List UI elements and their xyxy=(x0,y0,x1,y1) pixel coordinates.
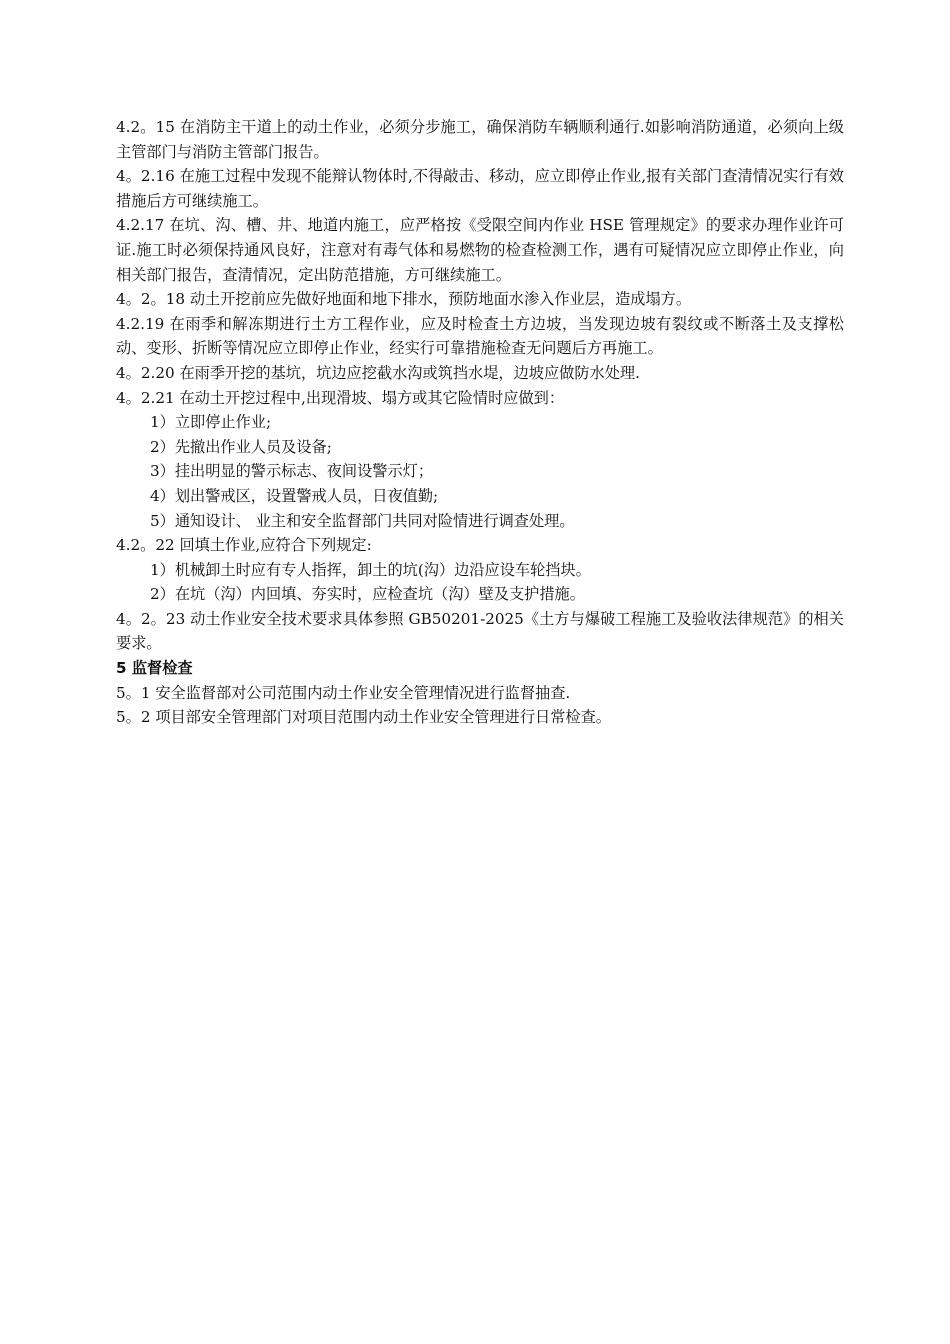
paragraph-4-2-16: 4。2.16 在施工过程中发现不能辩认物体时,不得敲击、移动，应立即停止作业,报有关部门查清情况实行有效措施后方可继续施工。 xyxy=(116,167,844,210)
paragraph-5-1: 5。1 安全监督部对公司范围内动土作业安全管理情况进行监督抽查. xyxy=(116,683,571,702)
paragraph-4-2-18: 4。2。18 动土开挖前应先做好地面和地下排水，预防地面水渗入作业层，造成塌方。 xyxy=(116,290,692,309)
paragraph-4-2-15: 4.2。15 在消防主干道上的动土作业，必须分步施工，确保消防车辆顺利通行.如影响消防通道，必须向上级主管部门与消防主管部门报告。 xyxy=(116,118,844,161)
list-item: 2）先撤出作业人员及设备; xyxy=(150,437,332,456)
list-item: 1）立即停止作业; xyxy=(150,413,272,432)
paragraph-4-2-22: 4.2。22 回填土作业,应符合下列规定: xyxy=(116,536,372,555)
list-item: 4）划出警戒区，设置警戒人员，日夜值勤; xyxy=(150,486,439,505)
list-item: 1）机械卸土时应有专人指挥，卸土的坑(沟）边沿应设车轮挡块。 xyxy=(150,560,591,579)
paragraph-5-2: 5。2 项目部安全管理部门对项目范围内动土作业安全管理进行日常检查。 xyxy=(116,708,611,727)
document-page xyxy=(116,115,844,730)
list-item: 5）通知设计、 业主和安全监督部门共同对险情进行调查处理。 xyxy=(150,511,575,530)
paragraph-4-2-19: 4.2.19 在雨季和解冻期进行土方工程作业，应及时检查土方边坡，当发现边坡有裂纹或不断落土及支撑松动、变形、折断等情况应立即停止作业，经实行可靠措施检查无问题后方再施工。 xyxy=(116,314,844,358)
paragraph-4-2-21: 4。2.21 在动土开挖过程中,出现滑坡、塌方或其它险情时应做到： xyxy=(116,388,565,407)
paragraph-4-2-20: 4。2.20 在雨季开挖的基坑，坑边应挖截水沟或筑挡水堤，边坡应做防水处理. xyxy=(116,363,640,382)
paragraph-4-2-17: 4.2.17 在坑、沟、槽、井、地道内施工，应严格按《受限空间内作业 HSE 管理规定》的要求办理作业许可证.施工时必须保持通风良好，注意对有毒气体和易燃物的检查检测工作，遇有可疑情况应立即停止作业，向相关部门报告，查清情况，定出防范措施，方可继续施工。 xyxy=(116,216,844,284)
list-item: 3）挂出明显的警示标志、夜间设警示灯； xyxy=(150,462,434,481)
list-item: 2）在坑（沟）内回填、夯实时，应检查坑（沟）壁及支护措施。 xyxy=(150,585,585,604)
section-heading-5: 5 监督检查 xyxy=(116,659,193,678)
paragraph-4-2-23: 4。2。23 动土作业安全技术要求具体参照 GB50201-2025《土方与爆破工程施工及验收法律规范》的相关要求。 xyxy=(116,609,844,653)
